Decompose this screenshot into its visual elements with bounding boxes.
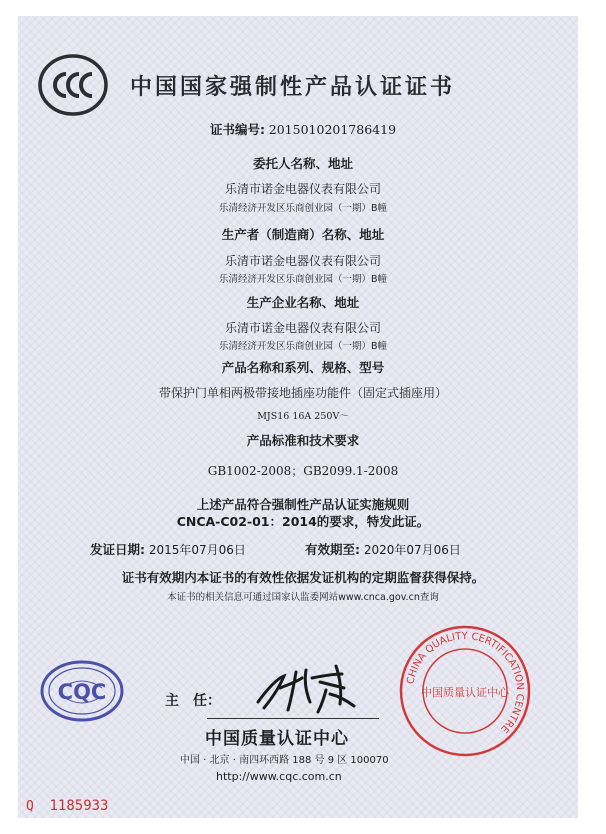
signature-line: [207, 718, 379, 719]
expiry-date-row: [305, 540, 461, 558]
expiry-date-value: 2020年07月06日: [363, 543, 461, 557]
serial-prefix: Q: [26, 799, 34, 814]
factory-address: 乐清经济开发区乐商创业园（一期）B幢: [218, 341, 388, 352]
product-heading: 产品名称和系列、规格、型号: [221, 360, 385, 375]
certification-seal-icon: [398, 624, 532, 758]
factory-name: 乐清市诺金电器仪表有限公司: [224, 321, 381, 335]
serial-number-row: [26, 798, 109, 814]
director-label: 主 任：: [165, 693, 221, 709]
manufacturer-heading: 生产者（制造商）名称、地址: [221, 227, 385, 242]
applicant-heading: 委托人名称、地址: [252, 156, 353, 171]
applicant-name: 乐清市诺金电器仪表有限公司: [224, 182, 381, 196]
director-signature-icon: [250, 658, 370, 718]
issue-date-label: 发证日期:: [90, 542, 145, 557]
product-name: 带保护门单相两极带接地插座功能件（固定式插座用）: [158, 386, 447, 400]
seal-inner-text: 中国质量认证中心: [421, 686, 509, 699]
issuer-org-name: 中国质量认证中心: [205, 729, 349, 749]
applicant-address: 乐清经济开发区乐商创业园（一期）B幢: [218, 203, 388, 214]
factory-heading: 生产企业名称、地址: [246, 295, 360, 310]
product-model: MJS16 16A 250V～: [257, 411, 349, 422]
query-note: 本证书的相关信息可通过国家认监委网站www.cnca.gov.cn查询: [167, 592, 439, 603]
certificate-title: 中国国家强制性产品认证证书: [130, 75, 456, 100]
issuer-address: 中国 · 北京 · 南四环西路 188 号 9 区 100070: [180, 755, 389, 766]
serial-number: 1185933: [49, 798, 109, 814]
svg-text:CQC: CQC: [57, 680, 107, 704]
cqc-logo-icon: [40, 660, 124, 722]
standard-value: GB1002-2008；GB2099.1-2008: [207, 464, 399, 478]
cert-number-value: 2015010201786419: [268, 122, 397, 137]
compliance-line-1: 上述产品符合强制性产品认证实施规则: [196, 497, 410, 512]
seal-outer-text: CHINA QUALITY CERTIFICATION CENTRE: [405, 630, 526, 735]
issue-date-value: 2015年07月06日: [148, 543, 246, 557]
compliance-line-2: CNCA-C02-01：2014的要求，特发此证。: [176, 514, 430, 529]
manufacturer-name: 乐清市诺金电器仪表有限公司: [224, 254, 381, 268]
cert-number-label: 证书编号:: [209, 122, 265, 137]
cert-number-row: [0, 120, 606, 138]
expiry-date-label: 有效期至:: [305, 542, 360, 557]
issuer-website: http://www.cqc.com.cn: [216, 770, 342, 783]
issue-date-row: [90, 540, 246, 558]
standard-heading: 产品标准和技术要求: [246, 433, 360, 448]
manufacturer-address: 乐清经济开发区乐商创业园（一期）B幢: [218, 274, 388, 285]
validity-note: 证书有效期内本证书的有效性依据发证机构的定期监督获得保持。: [121, 570, 485, 585]
ccc-logo-icon: [38, 54, 108, 116]
